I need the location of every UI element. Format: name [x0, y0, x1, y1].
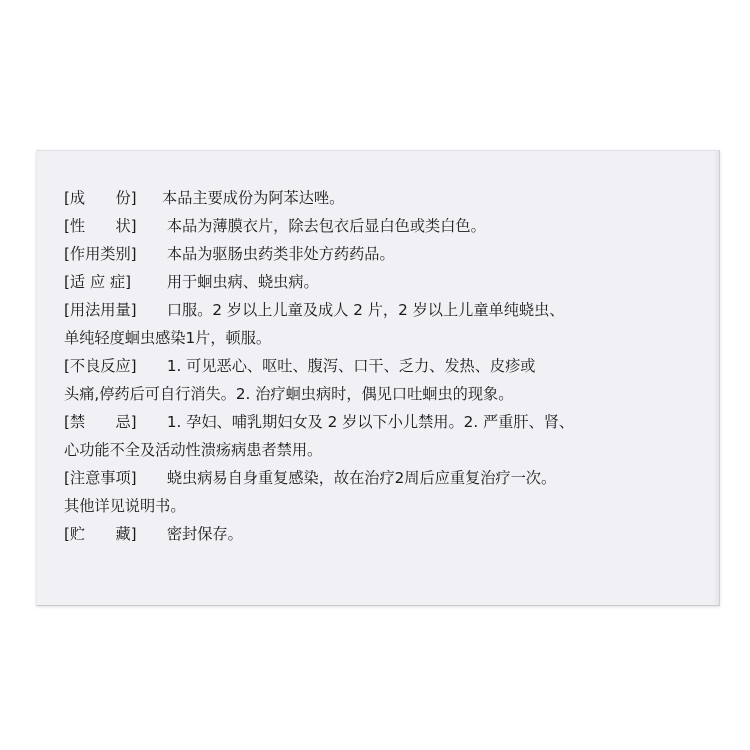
category-line	[64, 240, 710, 268]
dosage-continuation-text: 单纯轻度蛔虫感染1片，顿服。	[64, 329, 272, 347]
indications-line	[64, 268, 710, 296]
precautions-text: 蛲虫病易自身重复感染，故在治疗2周后应重复治疗一次。	[162, 469, 557, 487]
dosage-text: 口服。2 岁以上儿童及成人 2 片，2 岁以上儿童单纯蛲虫、	[162, 301, 565, 319]
storage-label: [贮 藏]	[64, 525, 137, 543]
appearance-line	[64, 212, 710, 240]
adverse-reactions-continuation-text: 头痛,停药后可自行消失。2. 治疗蛔虫病时，偶见口吐蛔虫的现象。	[64, 385, 514, 403]
precautions-continuation	[64, 492, 710, 520]
drug-label-card	[36, 150, 720, 606]
adverse-reactions-label: [不良反应]	[64, 357, 137, 375]
storage-text: 密封保存。	[162, 525, 243, 543]
indications-text: 用于蛔虫病、蛲虫病。	[162, 273, 319, 291]
adverse-reactions-continuation	[64, 380, 710, 408]
precautions-line	[64, 464, 710, 492]
dosage-line	[64, 296, 710, 324]
appearance-label: [性 状]	[64, 217, 137, 235]
contraindications-line	[64, 408, 710, 436]
indications-label: [适 应 症]	[64, 273, 132, 291]
category-label: [作用类别]	[64, 245, 137, 263]
dosage-label: [用法用量]	[64, 301, 137, 319]
adverse-reactions-text: 1. 可见恶心、呕吐、腹泻、口干、乏力、发热、皮疹或	[162, 357, 536, 375]
ingredients-line	[64, 184, 710, 212]
contraindications-continuation-text: 心功能不全及活动性溃疡病患者禁用。	[64, 441, 323, 459]
precautions-label: [注意事项]	[64, 469, 137, 487]
ingredients-label: [成 份]	[64, 189, 137, 207]
dosage-continuation	[64, 324, 710, 352]
precautions-continuation-text: 其他详见说明书。	[64, 497, 186, 515]
contraindications-continuation	[64, 436, 710, 464]
contraindications-text: 1. 孕妇、哺乳期妇女及 2 岁以下小儿禁用。2. 严重肝、肾、	[162, 413, 575, 431]
category-text: 本品为驱肠虫药类非处方药药品。	[162, 245, 395, 263]
label-content	[64, 184, 710, 548]
storage-line	[64, 520, 710, 548]
contraindications-label: [禁 忌]	[64, 413, 137, 431]
appearance-text: 本品为薄膜衣片，除去包衣后显白色或类白色。	[162, 217, 486, 235]
ingredients-text: 本品主要成份为阿苯达唑。	[162, 189, 345, 207]
adverse-reactions-line	[64, 352, 710, 380]
